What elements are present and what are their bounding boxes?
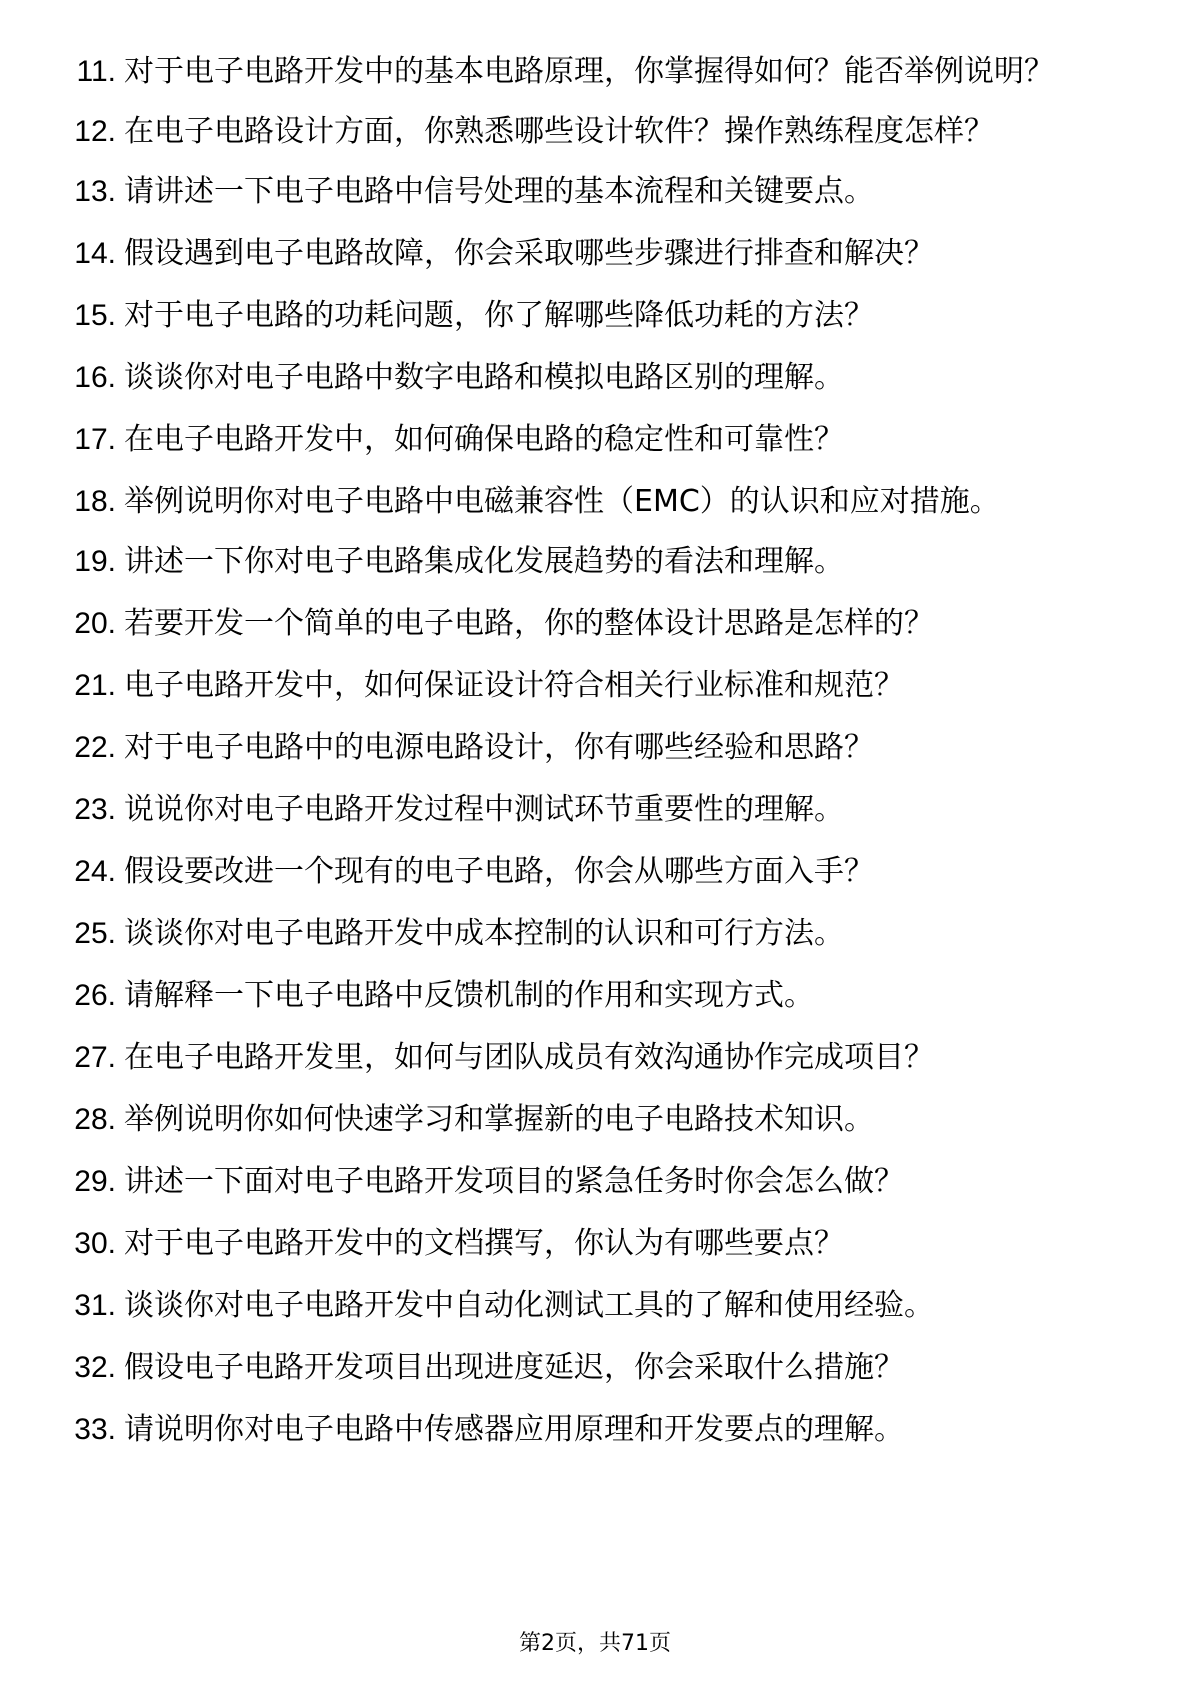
question-text: 请解释一下电子电路中反馈机制的作用和实现方式。 [124,978,814,1013]
question-text: 讲述一下你对电子电路集成化发展趋势的看法和理解。 [124,544,844,579]
question-item [0,542,1190,581]
question-number: 28. [74,1103,116,1136]
question-text: 对于电子电路开发中的文档撰写，你认为有哪些要点？ [124,1226,844,1261]
question-text: 谈谈你对电子电路开发中自动化测试工具的了解和使用经验。 [124,1288,934,1323]
page-footer: 第2页，共71页 [519,1631,671,1656]
question-item [0,482,1190,521]
question-text: 电子电路开发中，如何保证设计符合相关行业标准和规范？ [124,668,904,703]
question-text: 举例说明你对电子电路中电磁兼容性（EMC）的认识和应对措施。 [124,484,1000,519]
question-item [0,976,1190,1015]
question-number: 21. [74,669,116,702]
question-text: 请说明你对电子电路中传感器应用原理和开发要点的理解。 [124,1412,904,1447]
question-number: 29. [74,1165,116,1198]
question-item [0,1038,1190,1077]
question-number: 26. [74,979,116,1012]
question-number: 24. [74,855,116,888]
question-number: 20. [74,607,116,640]
question-text: 谈谈你对电子电路中数字电路和模拟电路区别的理解。 [124,360,844,395]
question-number: 19. [74,545,116,578]
question-number: 13. [74,175,116,208]
question-number: 17. [74,423,116,456]
question-text: 谈谈你对电子电路开发中成本控制的认识和可行方法。 [124,916,844,951]
question-number: 27. [74,1041,116,1074]
question-text: 在电子电路设计方面，你熟悉哪些设计软件？操作熟练程度怎样？ [124,114,994,149]
question-text: 在电子电路开发里，如何与团队成员有效沟通协作完成项目？ [124,1040,934,1075]
question-text: 若要开发一个简单的电子电路，你的整体设计思路是怎样的？ [124,606,934,641]
question-number: 15. [74,299,116,332]
question-item [0,234,1190,273]
question-item [0,666,1190,705]
question-item [0,790,1190,829]
question-text: 举例说明你如何快速学习和掌握新的电子电路技术知识。 [124,1102,874,1137]
question-item [0,1162,1190,1201]
question-item [0,728,1190,767]
question-item [0,112,1190,151]
question-item [0,604,1190,643]
question-item [0,852,1190,891]
question-item [0,1410,1190,1449]
question-item [0,358,1190,397]
question-item [0,1348,1190,1387]
question-number: 22. [74,731,116,764]
question-number: 23. [74,793,116,826]
question-number: 14. [74,237,116,270]
question-item [0,1286,1190,1325]
question-text: 假设遇到电子电路故障，你会采取哪些步骤进行排查和解决？ [124,236,934,271]
question-number: 30. [74,1227,116,1260]
question-item [0,1224,1190,1263]
question-number: 16. [74,361,116,394]
question-item [0,52,1190,91]
question-item [0,914,1190,953]
question-text: 说说你对电子电路开发过程中测试环节重要性的理解。 [124,792,844,827]
question-number: 32. [74,1351,116,1384]
question-number: 31. [74,1289,116,1322]
question-number: 12. [74,115,116,148]
question-item [0,296,1190,335]
question-text: 对于电子电路的功耗问题，你了解哪些降低功耗的方法？ [124,298,874,333]
question-list [0,52,1190,1472]
question-number: 18. [74,485,116,518]
question-text: 对于电子电路开发中的基本电路原理，你掌握得如何？能否举例说明？ [124,54,1054,89]
question-item [0,1100,1190,1139]
question-text: 假设电子电路开发项目出现进度延迟，你会采取什么措施？ [124,1350,904,1385]
question-text: 假设要改进一个现有的电子电路，你会从哪些方面入手？ [124,854,874,889]
question-text: 在电子电路开发中，如何确保电路的稳定性和可靠性？ [124,422,844,457]
question-text: 请讲述一下电子电路中信号处理的基本流程和关键要点。 [124,174,874,209]
question-item [0,420,1190,459]
question-number: 25. [74,917,116,950]
question-number: 33. [74,1413,116,1446]
question-item [0,172,1190,211]
question-text: 对于电子电路中的电源电路设计，你有哪些经验和思路？ [124,730,874,765]
question-text: 讲述一下面对电子电路开发项目的紧急任务时你会怎么做？ [124,1164,904,1199]
question-number: 11. [76,55,116,88]
